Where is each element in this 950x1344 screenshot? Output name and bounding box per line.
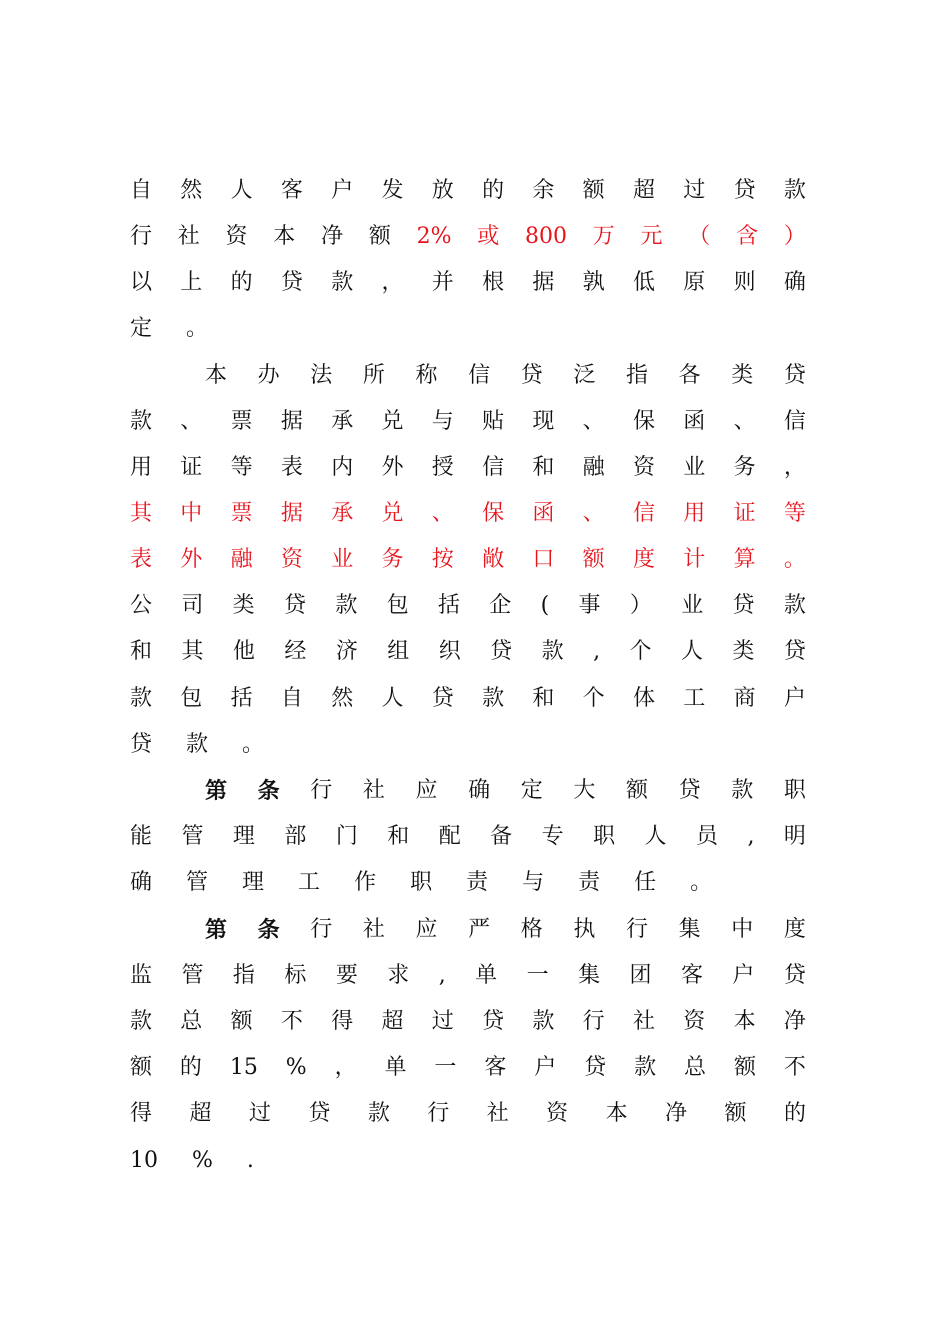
- text-glyph: 超: [632, 178, 655, 203]
- text-glyph: 款: [335, 593, 358, 618]
- text-glyph: 票: [230, 501, 253, 526]
- text-glyph: 过: [248, 1101, 271, 1126]
- text-line: [130, 402, 806, 442]
- text-line: [130, 956, 806, 996]
- text-glyph: 表: [280, 455, 303, 480]
- text-glyph: 体: [632, 686, 655, 711]
- text-glyph: 万: [592, 224, 615, 249]
- text-glyph: %: [192, 1148, 213, 1173]
- text-glyph: 指: [626, 363, 649, 388]
- text-glyph: 。: [783, 547, 806, 572]
- text-glyph: 指: [232, 963, 255, 988]
- text-glyph: 本: [205, 363, 228, 388]
- text-glyph: 包: [180, 686, 203, 711]
- text-line: [130, 448, 806, 488]
- text-glyph: 低: [632, 270, 655, 295]
- text-glyph: 定: [130, 316, 153, 341]
- text-glyph: 据: [532, 270, 555, 295]
- text-glyph: 按: [431, 547, 454, 572]
- text-glyph: 法: [310, 363, 333, 388]
- text-glyph: 包: [386, 593, 409, 618]
- text-glyph: 应: [415, 778, 438, 803]
- text-glyph: 发: [381, 178, 404, 203]
- text-glyph: 行: [310, 917, 333, 942]
- text-glyph: 行: [582, 1009, 605, 1034]
- text-glyph: 泛: [573, 363, 596, 388]
- text-glyph: 类: [732, 639, 755, 664]
- text-line: [130, 679, 806, 719]
- text-glyph: 条: [257, 917, 280, 943]
- text-glyph: 内: [331, 455, 354, 480]
- text-glyph: 自: [280, 686, 303, 711]
- text-glyph: 的: [783, 1101, 806, 1126]
- text-glyph: 度: [783, 917, 806, 942]
- text-glyph: 、: [582, 501, 605, 526]
- text-glyph: 不: [280, 1009, 303, 1034]
- text-glyph: 社: [486, 1101, 509, 1126]
- text-glyph: 、: [582, 409, 605, 434]
- text-glyph: 信: [482, 455, 505, 480]
- text-glyph: 孰: [582, 270, 605, 295]
- text-glyph: 户: [534, 1055, 557, 1080]
- text-glyph: 客: [280, 178, 303, 203]
- text-glyph: 然: [180, 178, 203, 203]
- text-glyph: 部: [284, 824, 307, 849]
- text-glyph: 员: [695, 824, 718, 849]
- text-glyph: 他: [232, 639, 255, 664]
- text-glyph: 理: [232, 824, 255, 849]
- text-line: [130, 586, 806, 626]
- text-glyph: 备: [490, 824, 513, 849]
- text-glyph: 款: [541, 639, 564, 664]
- text-glyph: 所: [362, 363, 385, 388]
- article-heading-line: [205, 910, 806, 950]
- text-glyph: 证: [733, 501, 756, 526]
- text-glyph: 融: [230, 547, 253, 572]
- text-glyph: 贷: [431, 686, 454, 711]
- text-glyph: 确: [783, 270, 806, 295]
- text-glyph: 根: [482, 270, 505, 295]
- text-glyph: 务: [381, 547, 404, 572]
- text-glyph: 、: [733, 409, 756, 434]
- text-glyph: 得: [130, 1101, 153, 1126]
- text-glyph: 信: [632, 501, 655, 526]
- text-line: [130, 217, 806, 257]
- text-glyph: 括: [437, 593, 460, 618]
- text-glyph: 类: [232, 593, 255, 618]
- text-glyph: 社: [177, 224, 200, 249]
- text-glyph: 放: [431, 178, 454, 203]
- article-heading-line: [205, 771, 806, 811]
- text-glyph: 业: [331, 547, 354, 572]
- text-glyph: 业: [681, 593, 704, 618]
- text-glyph: 社: [362, 917, 385, 942]
- text-line: [130, 1094, 806, 1134]
- text-glyph: 要: [335, 963, 358, 988]
- text-glyph: 责: [578, 870, 601, 895]
- text-glyph: 额: [724, 1101, 747, 1126]
- text-glyph: 行: [130, 224, 153, 249]
- text-glyph: 以: [130, 270, 153, 295]
- text-glyph: 行: [427, 1101, 450, 1126]
- text-glyph: 并: [431, 270, 454, 295]
- text-glyph: 和: [130, 639, 153, 664]
- text-glyph: 、: [180, 409, 203, 434]
- text-glyph: 人: [644, 824, 667, 849]
- text-glyph: 款: [783, 178, 806, 203]
- text-glyph: 度: [632, 547, 655, 572]
- text-glyph: 织: [438, 639, 461, 664]
- text-glyph: 作: [354, 870, 377, 895]
- text-glyph: 集: [678, 917, 701, 942]
- text-glyph: 额: [230, 1009, 253, 1034]
- text-glyph: 明: [783, 824, 806, 849]
- text-glyph: 一: [434, 1055, 457, 1080]
- text-glyph: 款: [634, 1055, 657, 1080]
- text-line: [130, 1048, 806, 1088]
- text-glyph: 算: [733, 547, 756, 572]
- text-glyph: 外: [381, 455, 404, 480]
- text-glyph: 据: [280, 501, 303, 526]
- text-glyph: 定: [520, 778, 543, 803]
- text-glyph: 承: [331, 409, 354, 434]
- text-glyph: 贷: [490, 639, 513, 664]
- text-glyph: %: [285, 1055, 307, 1080]
- text-glyph: 其: [130, 501, 153, 526]
- text-glyph: ,: [438, 963, 446, 988]
- text-glyph: 务: [733, 455, 756, 480]
- text-glyph: 上: [180, 270, 203, 295]
- text-glyph: 贷: [130, 732, 153, 757]
- text-glyph: 款: [367, 1101, 390, 1126]
- text-glyph: 额: [582, 178, 605, 203]
- text-line: [130, 309, 806, 349]
- text-glyph: 称: [415, 363, 438, 388]
- text-glyph: ）: [629, 593, 652, 618]
- text-glyph: 工: [683, 686, 706, 711]
- text-glyph: 括: [230, 686, 253, 711]
- text-glyph: 集: [578, 963, 601, 988]
- text-glyph: 单: [475, 963, 498, 988]
- text-glyph: 。: [186, 316, 209, 341]
- text-line: [130, 863, 806, 903]
- text-glyph: 则: [733, 270, 756, 295]
- text-glyph: 理: [242, 870, 265, 895]
- text-glyph: 社: [632, 1009, 655, 1034]
- text-glyph: 社: [362, 778, 385, 803]
- text-glyph: 额: [368, 224, 391, 249]
- highlighted-text-line: [130, 494, 806, 534]
- text-glyph: ,: [593, 639, 601, 664]
- text-glyph: 资: [546, 1101, 569, 1126]
- text-glyph: 证: [180, 455, 203, 480]
- text-glyph: 用: [130, 455, 153, 480]
- text-glyph: 贷: [783, 963, 806, 988]
- text-glyph: 门: [335, 824, 358, 849]
- text-glyph: 过: [431, 1009, 454, 1034]
- text-glyph: 企: [489, 593, 512, 618]
- text-glyph: 中: [731, 917, 754, 942]
- text-glyph: 用: [683, 501, 706, 526]
- text-glyph: 司: [181, 593, 204, 618]
- highlighted-text-line: [130, 540, 806, 580]
- text-glyph: 单: [384, 1055, 407, 1080]
- text-glyph: ，: [783, 455, 806, 480]
- text-glyph: 款: [482, 686, 505, 711]
- text-glyph: 贷: [520, 363, 543, 388]
- text-glyph: 净: [783, 1009, 806, 1034]
- text-glyph: 余: [532, 178, 555, 203]
- text-glyph: 标: [284, 963, 307, 988]
- text-glyph: 。: [242, 732, 265, 757]
- text-line: [130, 1002, 806, 1042]
- text-glyph: 任: [634, 870, 657, 895]
- text-glyph: 和: [532, 455, 555, 480]
- text-glyph: 职: [410, 870, 433, 895]
- text-glyph: 责: [466, 870, 489, 895]
- text-glyph: 贷: [678, 778, 701, 803]
- text-glyph: 款: [186, 732, 209, 757]
- text-glyph: ，: [381, 270, 404, 295]
- text-glyph: 等: [230, 455, 253, 480]
- text-glyph: 第: [205, 778, 228, 804]
- text-glyph: 净: [321, 224, 344, 249]
- text-glyph: 本: [733, 1009, 756, 1034]
- text-glyph: 组: [387, 639, 410, 664]
- text-glyph: 现: [532, 409, 555, 434]
- text-glyph: 执: [573, 917, 596, 942]
- text-glyph: 贷: [308, 1101, 331, 1126]
- text-glyph: 个: [629, 639, 652, 664]
- text-glyph: 额: [582, 547, 605, 572]
- text-glyph: 商: [733, 686, 756, 711]
- text-glyph: 超: [381, 1009, 404, 1034]
- text-glyph: 个: [582, 686, 605, 711]
- text-glyph: 信: [783, 409, 806, 434]
- text-glyph: 户: [331, 178, 354, 203]
- text-glyph: 和: [387, 824, 410, 849]
- text-line: [130, 632, 806, 672]
- text-glyph: 求: [387, 963, 410, 988]
- text-glyph: 元: [640, 224, 663, 249]
- text-glyph: 承: [331, 501, 354, 526]
- text-glyph: 能: [130, 824, 153, 849]
- text-glyph: 一: [526, 963, 549, 988]
- text-glyph: 各: [678, 363, 701, 388]
- text-line: [130, 263, 806, 303]
- text-line: [130, 171, 806, 211]
- text-glyph: 的: [482, 178, 505, 203]
- text-glyph: 本: [605, 1101, 628, 1126]
- text-glyph: 15: [229, 1055, 258, 1080]
- text-glyph: 事: [578, 593, 601, 618]
- paragraph-start-line: [205, 356, 806, 396]
- text-glyph: 监: [130, 963, 153, 988]
- text-glyph: 函: [683, 409, 706, 434]
- text-glyph: 职: [783, 778, 806, 803]
- text-glyph: 户: [732, 963, 755, 988]
- text-line: [130, 817, 806, 857]
- text-glyph: 资: [632, 455, 655, 480]
- text-glyph: 计: [683, 547, 706, 572]
- text-glyph: 额: [733, 1055, 756, 1080]
- text-glyph: 职: [593, 824, 616, 849]
- text-glyph: 或: [477, 224, 500, 249]
- text-glyph: 业: [683, 455, 706, 480]
- text-glyph: 办: [257, 363, 280, 388]
- text-glyph: 中: [180, 501, 203, 526]
- text-glyph: 管: [181, 963, 204, 988]
- text-glyph: 原: [683, 270, 706, 295]
- text-glyph: 客: [484, 1055, 507, 1080]
- text-glyph: 净: [665, 1101, 688, 1126]
- text-glyph: 类: [731, 363, 754, 388]
- text-glyph: 自: [130, 178, 153, 203]
- text-glyph: 第: [205, 917, 228, 943]
- text-glyph: 本: [273, 224, 296, 249]
- text-glyph: 保: [482, 501, 505, 526]
- text-glyph: 、: [431, 501, 454, 526]
- text-glyph: 人: [381, 686, 404, 711]
- text-glyph: .: [246, 1148, 254, 1173]
- text-glyph: 人: [230, 178, 253, 203]
- text-glyph: 然: [331, 686, 354, 711]
- text-glyph: 贷: [733, 178, 756, 203]
- text-glyph: 票: [230, 409, 253, 434]
- text-glyph: 款: [731, 778, 754, 803]
- text-glyph: 授: [431, 455, 454, 480]
- text-glyph: 贷: [584, 1055, 607, 1080]
- text-glyph: 款: [783, 593, 806, 618]
- text-glyph: 外: [180, 547, 203, 572]
- text-glyph: ，: [334, 1055, 357, 1080]
- text-glyph: 专: [541, 824, 564, 849]
- text-glyph: 工: [298, 870, 321, 895]
- text-glyph: 款: [130, 686, 153, 711]
- text-glyph: 兑: [381, 409, 404, 434]
- text-glyph: 条: [257, 778, 280, 804]
- text-glyph: 的: [230, 270, 253, 295]
- text-glyph: 管: [186, 870, 209, 895]
- text-glyph: 口: [532, 547, 555, 572]
- text-glyph: 应: [415, 917, 438, 942]
- text-glyph: 资: [225, 224, 248, 249]
- text-glyph: 与: [522, 870, 545, 895]
- text-glyph: 行: [310, 778, 333, 803]
- text-glyph: 表: [130, 547, 153, 572]
- text-glyph: 确: [468, 778, 491, 803]
- text-glyph: 不: [783, 1055, 806, 1080]
- text-glyph: ,: [747, 824, 755, 849]
- text-glyph: 含: [736, 224, 759, 249]
- text-glyph: 10: [130, 1148, 158, 1173]
- text-glyph: 严: [468, 917, 491, 942]
- text-glyph: 客: [680, 963, 703, 988]
- text-glyph: 贷: [482, 1009, 505, 1034]
- text-glyph: 济: [335, 639, 358, 664]
- text-glyph: 贴: [482, 409, 505, 434]
- text-glyph: 团: [629, 963, 652, 988]
- text-glyph: 据: [280, 409, 303, 434]
- text-glyph: （: [688, 224, 711, 249]
- text-glyph: 资: [280, 547, 303, 572]
- text-glyph: 其: [181, 639, 204, 664]
- text-glyph: 超: [189, 1101, 212, 1126]
- text-glyph: 公: [130, 593, 153, 618]
- text-glyph: 资: [683, 1009, 706, 1034]
- text-glyph: ）: [783, 224, 806, 249]
- text-glyph: 的: [179, 1055, 202, 1080]
- text-glyph: 贷: [783, 363, 806, 388]
- text-glyph: 总: [684, 1055, 707, 1080]
- text-line: [130, 1141, 806, 1181]
- text-glyph: 额: [626, 778, 649, 803]
- text-glyph: 信: [468, 363, 491, 388]
- text-glyph: 等: [783, 501, 806, 526]
- text-glyph: 总: [180, 1009, 203, 1034]
- text-glyph: 融: [582, 455, 605, 480]
- text-glyph: 经: [284, 639, 307, 664]
- text-glyph: 贷: [280, 270, 303, 295]
- text-line: [130, 725, 806, 765]
- text-glyph: 与: [431, 409, 454, 434]
- text-glyph: 配: [438, 824, 461, 849]
- text-glyph: 过: [683, 178, 706, 203]
- text-glyph: 确: [130, 870, 153, 895]
- text-glyph: 贷: [783, 639, 806, 664]
- text-glyph: 款: [331, 270, 354, 295]
- text-glyph: 2%: [416, 224, 452, 249]
- text-glyph: 和: [532, 686, 555, 711]
- text-glyph: 大: [573, 778, 596, 803]
- text-glyph: 款: [532, 1009, 555, 1034]
- text-glyph: 人: [680, 639, 703, 664]
- text-glyph: 行: [626, 917, 649, 942]
- text-glyph: 款: [130, 1009, 153, 1034]
- text-glyph: 保: [632, 409, 655, 434]
- text-glyph: 款: [130, 409, 153, 434]
- text-glyph: 格: [520, 917, 543, 942]
- text-glyph: 额: [130, 1055, 153, 1080]
- text-glyph: 函: [532, 501, 555, 526]
- text-glyph: 贷: [732, 593, 755, 618]
- text-glyph: 800: [525, 224, 568, 249]
- text-glyph: 得: [331, 1009, 354, 1034]
- text-glyph: 敞: [482, 547, 505, 572]
- text-glyph: 户: [783, 686, 806, 711]
- text-glyph: 。: [690, 870, 713, 895]
- text-glyph: 管: [181, 824, 204, 849]
- text-glyph: 兑: [381, 501, 404, 526]
- text-glyph: (: [540, 593, 550, 618]
- text-glyph: 贷: [283, 593, 306, 618]
